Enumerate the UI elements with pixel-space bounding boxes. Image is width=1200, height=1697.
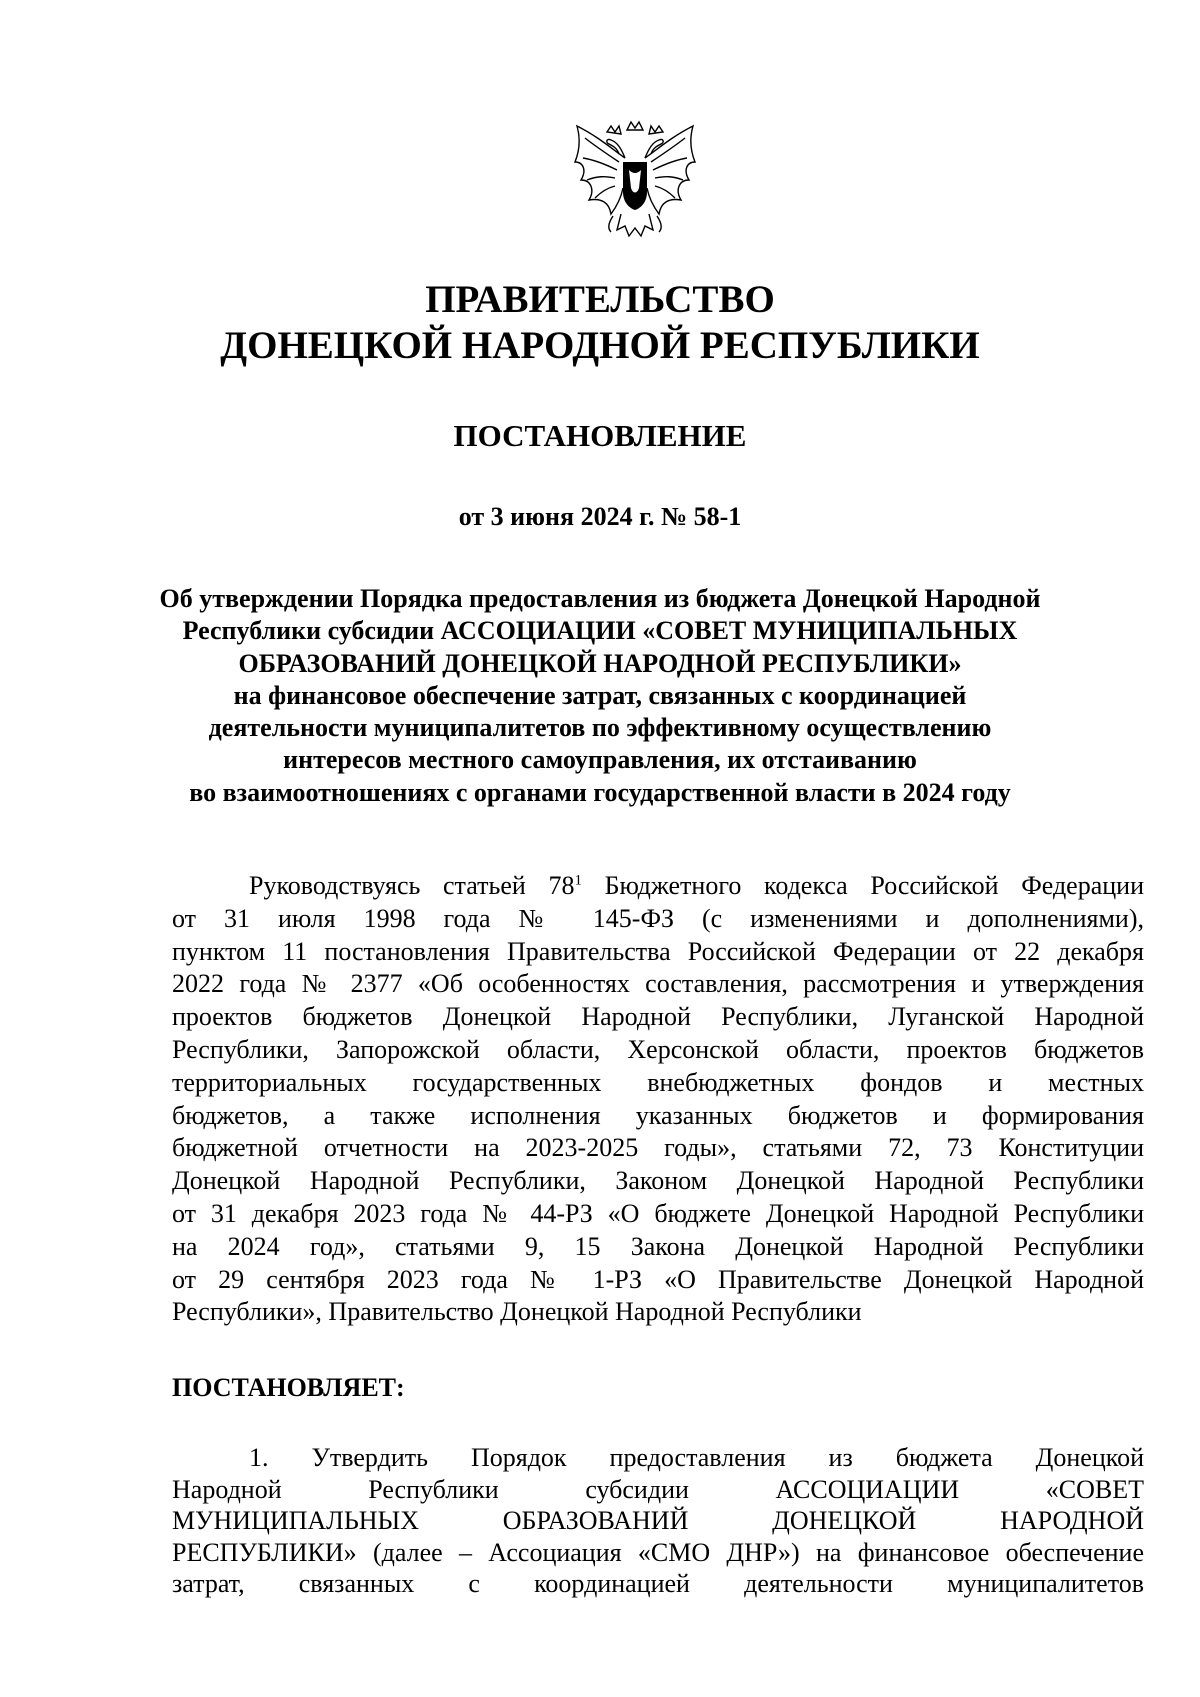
document-date-number: от 3 июня 2024 г. № 58-1 — [458, 502, 742, 531]
decree-heading: ПОСТАНОВЛЯЕТ: — [172, 1373, 405, 1402]
item-line: 1. Утвердить Порядок предоставления из бюджета Донецкой — [249, 1443, 1144, 1472]
government-title-line-2: ДОНЕЦКОЙ НАРОДНОЙ РЕСПУБЛИКИ — [220, 324, 980, 367]
preamble-line: 2022 года № 2377 «Об особенностях составления, рассмотрения и утверждения — [172, 969, 1144, 999]
title-line: деятельности муниципалитетов по эффективному осуществлению — [208, 713, 992, 743]
title-line: Об утверждении Порядка предоставления из бюджета Донецкой Народной — [159, 584, 1041, 613]
preamble-line: от 31 декабря 2023 года № 44-РЗ «О бюджете Донецкой Народной Республики — [172, 1198, 1144, 1228]
title-line: на финансовое обеспечение затрат, связанных с координацией — [233, 680, 967, 710]
preamble-line: на 2024 год», статьями 9, 15 Закона Донецкой Народной Республики — [172, 1231, 1144, 1261]
preamble-line: бюджетной отчетности на 2023-2025 годы», статьями 72, 73 Конституции — [172, 1133, 1144, 1163]
preamble-line: Донецкой Народной Республики, Законом Донецкой Народной Республики — [172, 1166, 1144, 1196]
document-title — [0, 583, 1200, 809]
preamble-text: Руководствуясь статьей 78 — [249, 871, 575, 900]
preamble-line: территориальных государственных внебюджетных фондов и местных — [172, 1067, 1144, 1097]
title-line: ОБРАЗОВАНИЙ ДОНЕЦКОЙ НАРОДНОЙ РЕСПУБЛИКИ» — [238, 648, 962, 678]
title-line: интересов местного самоуправления, их отстаиванию — [283, 745, 917, 775]
preamble-line: Республики, Запорожской области, Херсонской области, проектов бюджетов — [172, 1034, 1144, 1064]
title-line: во взаимоотношениях с органами государственной власти в 2024 году — [189, 777, 1011, 807]
item-line: РЕСПУБЛИКИ» (далее – Ассоциация «СМО ДНР») на финансовое обеспечение — [172, 1537, 1144, 1567]
preamble-last-line: Республики», Правительство Донецкой Народной Республики — [172, 1297, 862, 1327]
preamble-first-line — [172, 870, 1144, 903]
item-1-paragraph — [172, 1442, 1144, 1600]
title-line: Республики субсидии АССОЦИАЦИИ «СОВЕТ МУНИЦИПАЛЬНЫХ — [182, 616, 1018, 646]
preamble-line: бюджетов, а также исполнения указанных бюджетов и формирования — [172, 1100, 1144, 1130]
preamble-text: Бюджетного кодекса Российской Федерации — [581, 871, 1144, 900]
dpr-coat-of-arms-icon — [567, 118, 703, 250]
government-title-line-1: ПРАВИТЕЛЬСТВО — [425, 278, 775, 321]
preamble-line: проектов бюджетов Донецкой Народной Республики, Луганской Народной — [172, 1002, 1144, 1032]
item-line: Народной Республики субсидии АССОЦИАЦИИ «СОВЕТ — [172, 1474, 1144, 1504]
document-type: ПОСТАНОВЛЕНИЕ — [453, 418, 747, 453]
preamble-paragraph — [172, 870, 1144, 1329]
item-line: затрат, связанных с координацией деятельности муниципалитетов — [172, 1569, 1144, 1598]
item-line: МУНИЦИПАЛЬНЫХ ОБРАЗОВАНИЙ ДОНЕЦКОЙ НАРОДНОЙ — [172, 1506, 1144, 1535]
preamble-line: от 29 сентября 2023 года № 1-РЗ «О Правительстве Донецкой Народной — [172, 1264, 1144, 1294]
preamble-line: пунктом 11 постановления Правительства Российской Федерации от 22 декабря — [172, 936, 1144, 966]
article-superscript: 1 — [574, 872, 582, 889]
preamble-line: от 31 июля 1998 года № 145-ФЗ (с изменениями и дополнениями), — [172, 903, 1144, 933]
